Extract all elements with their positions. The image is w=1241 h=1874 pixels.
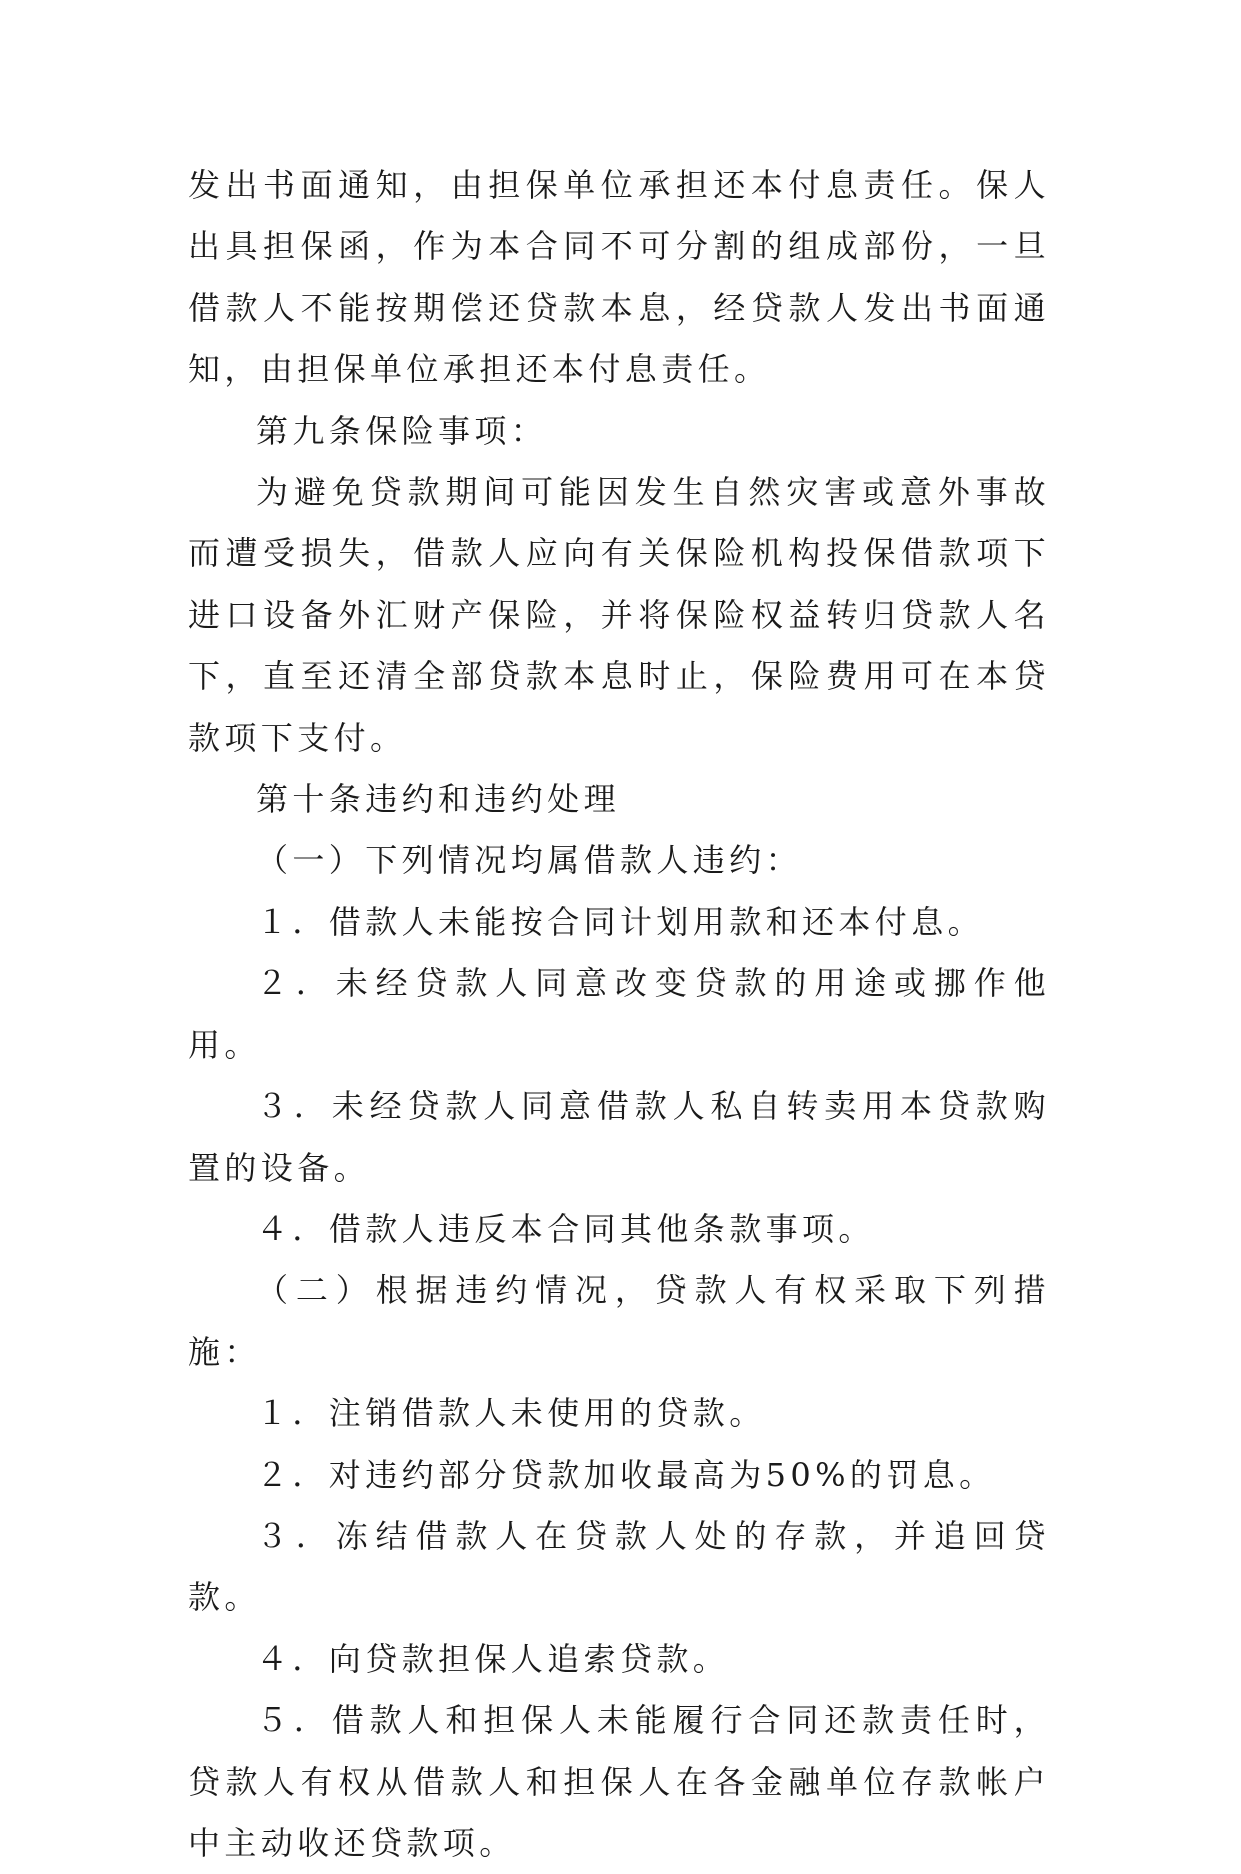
paragraph-insurance-terms: 为避免贷款期间可能因发生自然灾害或意外事故而遭受损失，借款人应向有关保险机构投保借款项下进口设备外汇财产保险，并将保险权益转归贷款人名下，直至还清全部贷款本息时止，保险费用可在本贷款项下支付。 (188, 473, 1050, 757)
list-item-measure-4: ４．向贷款担保人追索贷款。 (256, 1639, 730, 1678)
document-body (188, 155, 1050, 1874)
list-item-measure-3: ３．冻结借款人在贷款人处的存款，并追回贷款。 (188, 1516, 1050, 1617)
list-item-default-3: ３．未经贷款人同意借款人私自转卖用本贷款购置的设备。 (188, 1087, 1050, 1187)
subheading-lender-measures: （二）根据违约情况，贷款人有权采取下列措施： (188, 1271, 1050, 1371)
subheading-default-cases: （一）下列情况均属借款人违约： (256, 841, 803, 880)
list-item-default-2: ２．未经贷款人同意改变贷款的用途或挪作他用。 (188, 964, 1050, 1064)
list-item-default-4: ４．借款人违反本合同其他条款事项。 (256, 1209, 875, 1248)
list-item-measure-2: ２．对违约部分贷款加收最高为50%的罚息。 (256, 1455, 996, 1494)
list-item-default-1: １．借款人未能按合同计划用款和还本付息。 (256, 902, 985, 941)
list-item-measure-5: ５．借款人和担保人未能履行合同还款责任时，贷款人有权从借款人和担保人在各金融单位存款帐户中主动收还贷款项。 (188, 1701, 1050, 1862)
list-item-measure-1: １．注销借款人未使用的贷款。 (256, 1394, 766, 1433)
paragraph-guarantee-continuation: 发出书面通知，由担保单位承担还本付息责任。保人出具担保函，作为本合同不可分割的组成部份，一旦借款人不能按期偿还贷款本息，经贷款人发出书面通知，由担保单位承担还本付息责任。 (188, 166, 1050, 389)
heading-article-10-default: 第十条违约和违约处理 (256, 780, 621, 819)
heading-article-9-insurance: 第九条保险事项： (256, 411, 548, 450)
